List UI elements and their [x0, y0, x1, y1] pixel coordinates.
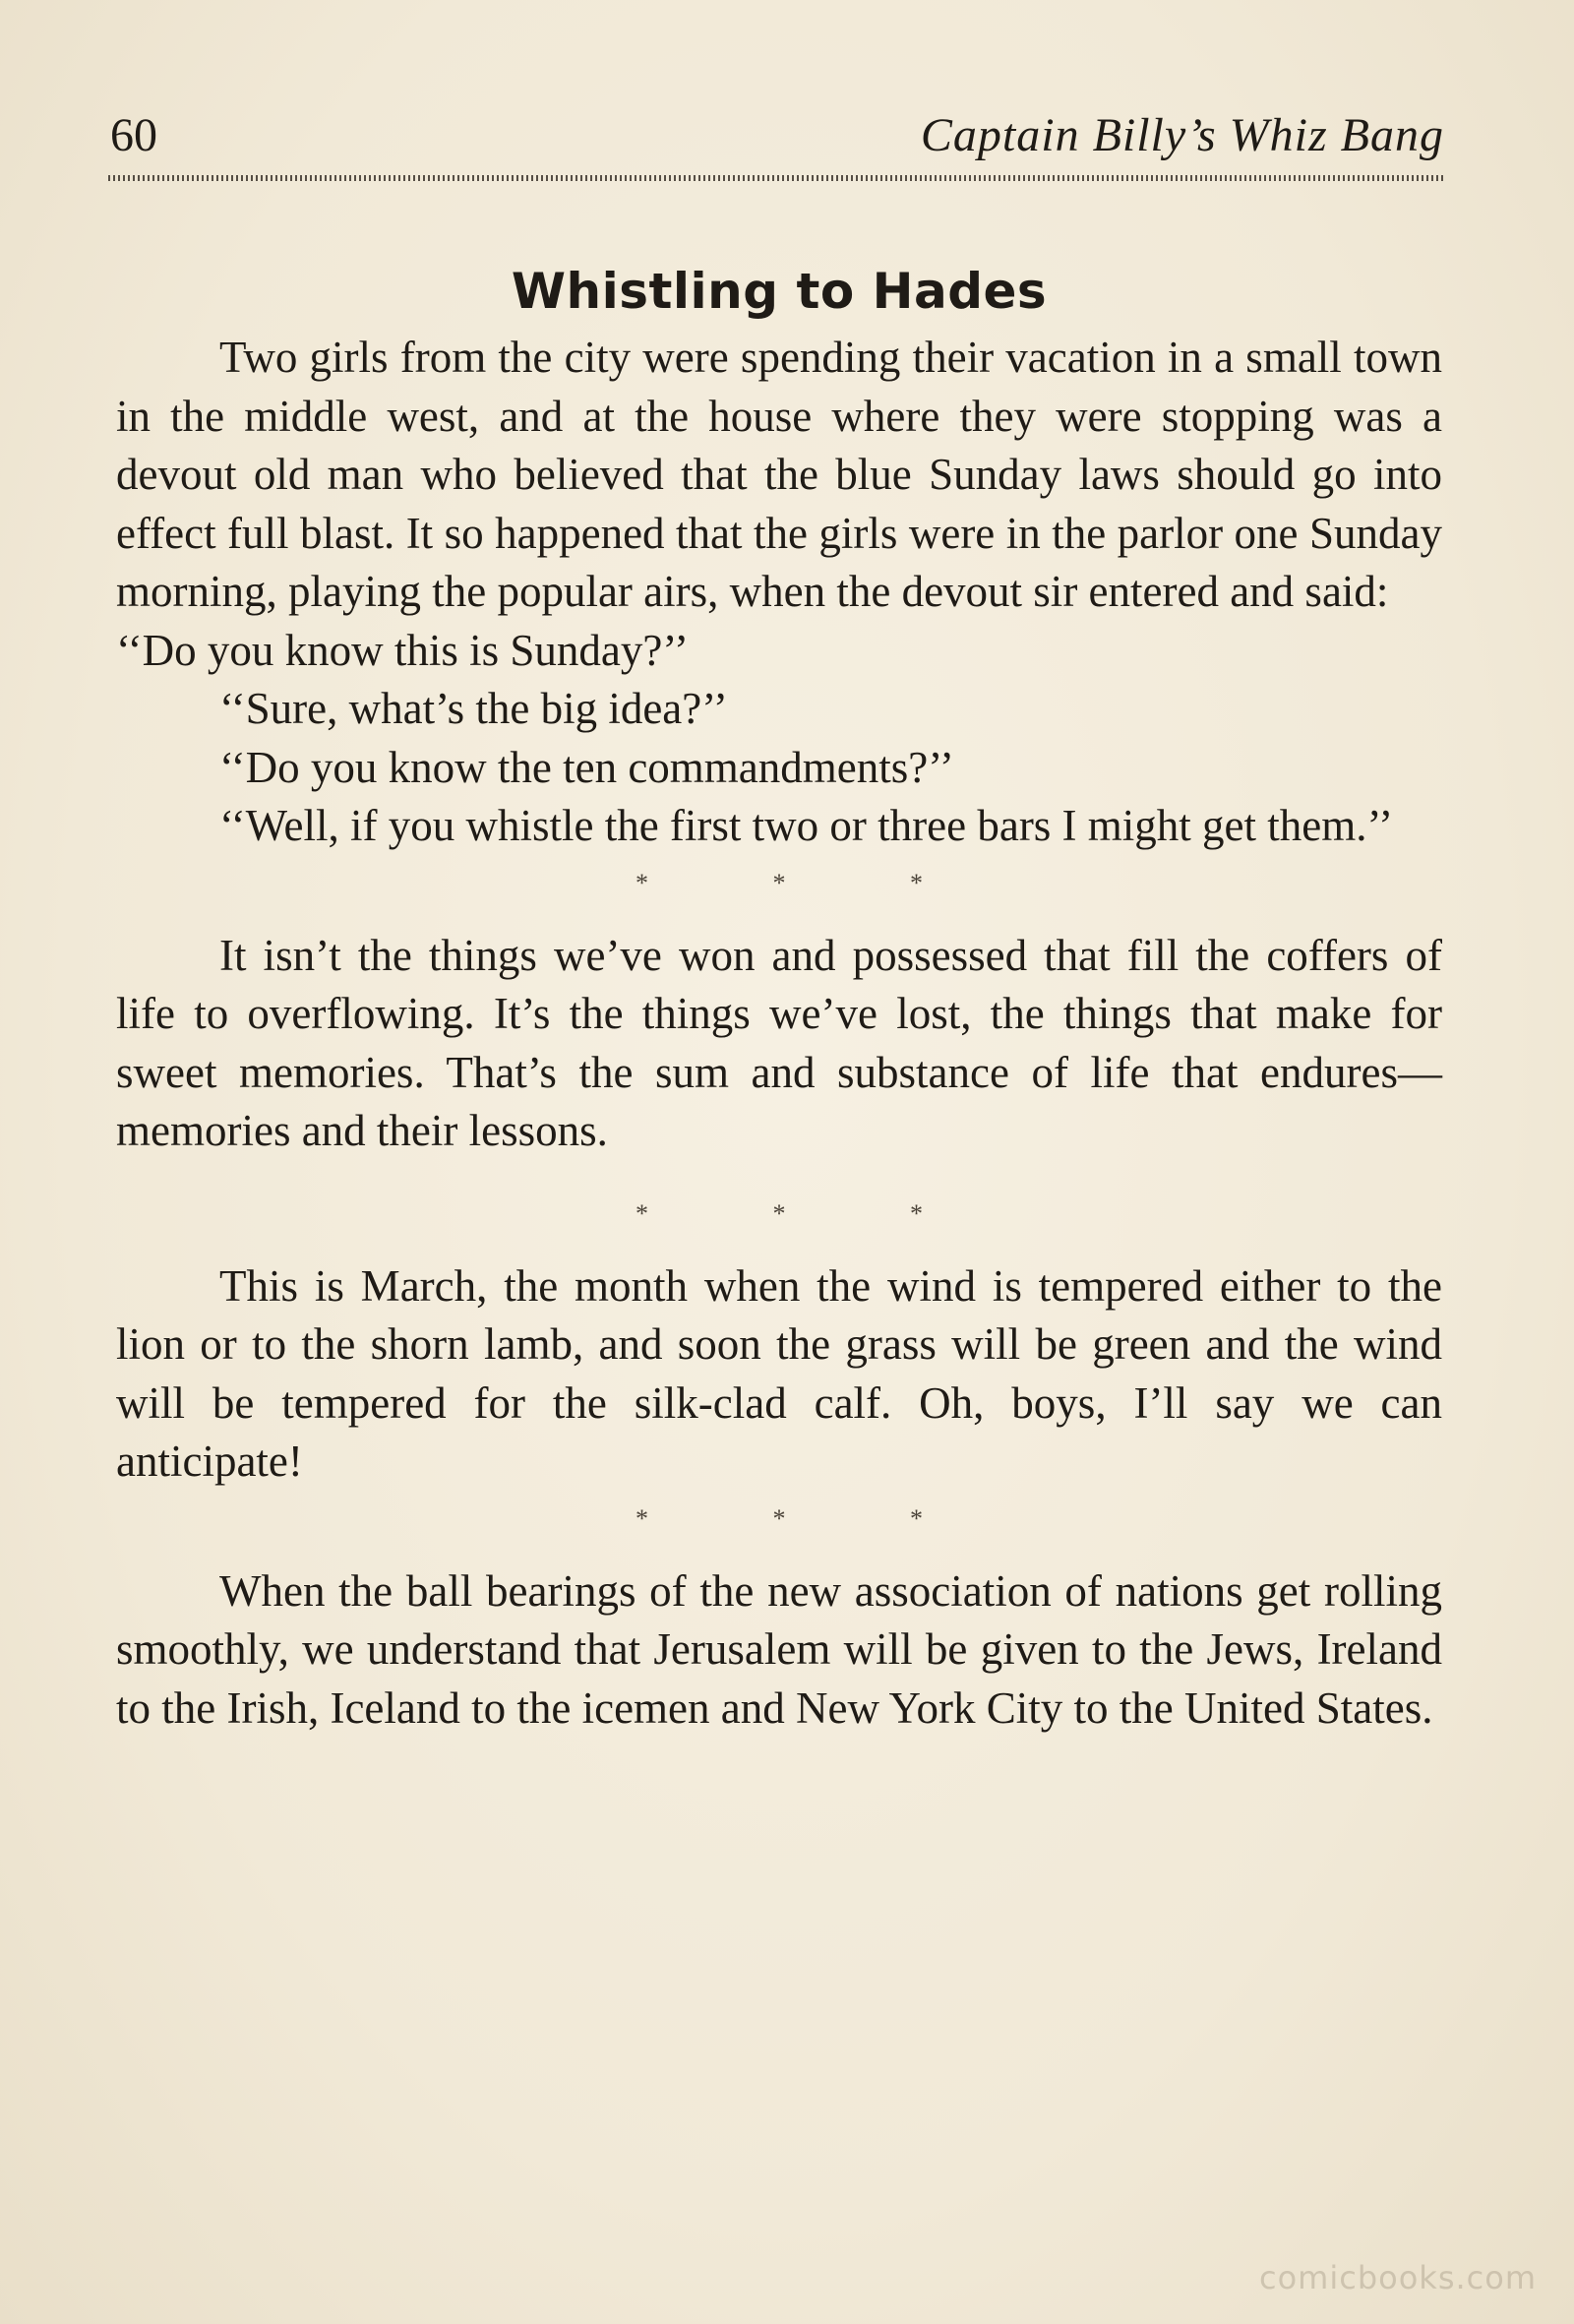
- running-head: [110, 106, 1444, 175]
- section-separator: * * *: [636, 1198, 982, 1228]
- watermark: comicbooks.com: [1258, 2259, 1537, 2296]
- header-rule: [108, 175, 1446, 181]
- page-number: 60: [110, 109, 157, 161]
- paragraph-story: Two girls from the city were spending their vacation in a small town in the middle west, and at the house where they were stopping was a devout old man who believed that the blue Sunday laws should go into effect full blast. It so happened that the girls were in the parlor one Sunday morning, playing the popular airs, when the devout sir entered and said:: [116, 333, 1442, 616]
- dialogue-line: ‘‘Do you know this is Sunday?’’: [116, 625, 690, 675]
- section-separator: * * *: [636, 1503, 982, 1533]
- dialogue-line: ‘‘Well, if you whistle the first two or three bars I might get them.’’: [219, 801, 1394, 850]
- article-body: [116, 258, 1442, 1738]
- dialogue-line: ‘‘Sure, what’s the big idea?’’: [219, 684, 728, 733]
- paragraph-nations: When the ball bearings of the new association of nations get rolling smoothly, we understand that Jerusalem will be given to the Jews, Ireland to the Irish, Iceland to the icemen and New York City to the United States.: [116, 1565, 1442, 1733]
- paragraph-memories: It isn’t the things we’ve won and possessed that fill the coffers of life to overflowing. It’s the things we’ve lost, the things that make for sweet memories. That’s the sum and substance of life that endures—memories and their lessons.: [116, 930, 1442, 1155]
- publication-title: Captain Billy’s Whiz Bang: [920, 109, 1444, 161]
- section-separator: * * *: [636, 868, 982, 897]
- dialogue-line: ‘‘Do you know the ten commandments?’’: [219, 742, 954, 792]
- article-title: Whistling to Hades: [511, 263, 1048, 320]
- paragraph-march: This is March, the month when the wind is tempered either to the lion or to the shorn lamb, and soon the grass will be green and the wind will be tempered for the silk-clad calf. Oh, boys, I’ll say we can anticipate!: [116, 1260, 1442, 1486]
